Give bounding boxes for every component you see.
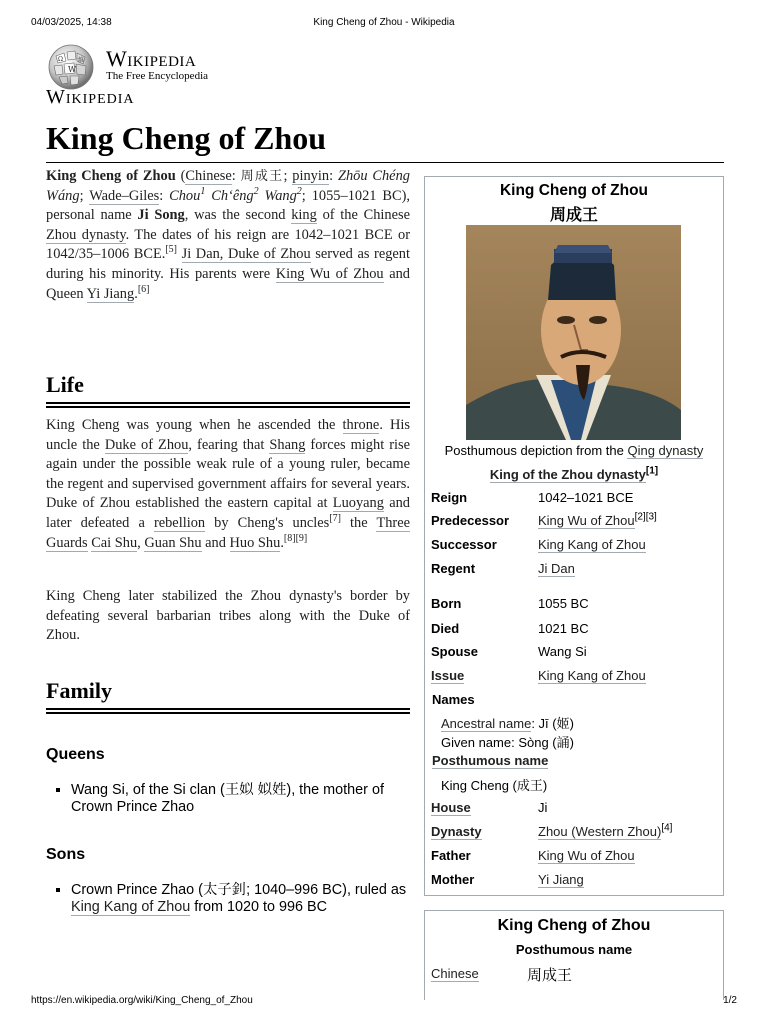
king-wu-link[interactable]: King Wu of Zhou — [275, 265, 384, 282]
lead-text: of the Chinese — [316, 207, 410, 224]
row-value — [538, 537, 646, 552]
chinese-language-link[interactable]: Chinese — [185, 168, 232, 184]
cai-shu-link[interactable]: Cai Shu — [91, 534, 138, 551]
lead-text: , was the second — [184, 207, 292, 224]
family-heading-rule — [46, 708, 410, 714]
issue-label-link[interactable]: Issue — [431, 668, 465, 683]
infobox-row-issue — [431, 668, 717, 686]
lead-text: : — [159, 187, 170, 204]
life-text: . — [280, 534, 284, 551]
infobox-title: King Cheng of Zhou — [499, 182, 649, 199]
lead-text: served as regent during his minority. His parents were — [46, 246, 410, 282]
dynasty-label-link[interactable]: Dynasty — [431, 824, 482, 839]
row-value: Wang Si — [538, 644, 587, 659]
life-paragraph-2: King Cheng later stabilized the Zhou dynasty's border by defeating several barbarian tribes along with the Duke of Zhou. — [46, 588, 410, 644]
guan-shu-link[interactable]: Guan Shu — [144, 534, 202, 551]
king-link[interactable]: king — [291, 207, 317, 224]
row-label: Predecessor — [431, 513, 510, 528]
lead-subject-name: King Cheng of Zhou — [46, 168, 176, 184]
row-label: Reign — [431, 490, 468, 505]
infobox2-title: King Cheng of Zhou — [497, 917, 651, 934]
infobox-row-spouse — [431, 644, 717, 662]
queen-item: Wang Si, of the Si clan (王姒 姒姓), the mother of Crown Prince Zhao — [71, 782, 384, 815]
bullet-icon — [56, 888, 60, 892]
wg-part: Chʻêng — [205, 187, 254, 204]
row-label — [431, 800, 471, 815]
wg-tone: 2 — [296, 185, 302, 197]
successor-link[interactable]: King Kang of Zhou — [538, 537, 646, 552]
qing-dynasty-link[interactable]: Qing dynasty — [627, 443, 704, 458]
row-label: Successor — [431, 537, 497, 552]
print-url: https://en.wikipedia.org/wiki/King_Cheng_of_Zhou — [31, 995, 253, 1006]
svg-text:Ω: Ω — [58, 56, 63, 63]
rebellion-link[interactable]: rebellion — [153, 514, 206, 531]
title-divider — [46, 162, 724, 163]
wg-part: Chou — [169, 187, 201, 204]
row-value: 1055 BC — [538, 596, 589, 611]
wikipedia-wordmark: Wikipedia — [106, 46, 197, 71]
life-text: the — [340, 514, 377, 531]
pinyin-link[interactable]: pinyin — [292, 168, 330, 184]
life-heading-rule — [46, 402, 410, 408]
row-value: 1021 BC — [538, 621, 589, 636]
names-label: Names — [432, 692, 475, 707]
reference-8-9[interactable]: [8][9] — [283, 532, 308, 544]
family-heading: Family — [46, 678, 112, 703]
row-value: 1042–1021 BCE — [538, 490, 634, 505]
reference-1[interactable]: [1] — [645, 465, 659, 477]
reference-6[interactable]: [6] — [137, 283, 150, 295]
portrait-image[interactable] — [466, 225, 681, 440]
lead-text: ( — [175, 168, 186, 184]
lead-text: : — [231, 168, 241, 184]
lead-paragraph — [46, 167, 410, 304]
infobox2-subheader: Posthumous name — [515, 942, 633, 957]
lead-text: ; — [79, 187, 90, 204]
huo-shu-link[interactable]: Huo Shu — [229, 534, 281, 551]
father-link[interactable]: King Wu of Zhou — [538, 848, 635, 863]
infobox-row-dynasty — [431, 824, 717, 842]
life-text: , fearing that — [188, 436, 270, 453]
infobox-row-predecessor — [431, 513, 717, 531]
caption-text: Posthumous depiction from the — [444, 443, 628, 458]
regent-link[interactable]: Ji Dan — [538, 561, 575, 576]
dynasty-link[interactable]: Zhou (Western Zhou) — [538, 824, 662, 839]
svg-text:維: 維 — [78, 57, 85, 64]
life-heading: Life — [46, 372, 84, 397]
infobox-row-died — [431, 621, 717, 639]
list-item — [56, 882, 412, 915]
wikipedia-globe-icon — [46, 44, 96, 90]
lead-text — [177, 246, 182, 262]
lead-text: and Queen — [46, 265, 410, 302]
infobox-row-father — [431, 848, 717, 866]
infobox-row-reign — [431, 490, 717, 508]
house-label-link[interactable]: House — [431, 800, 471, 815]
row-label: Born — [431, 596, 462, 611]
row-value: Ji — [538, 800, 548, 815]
wade-giles-name — [169, 185, 302, 204]
infobox — [424, 176, 724, 896]
duke-of-zhou-link[interactable]: Duke of Zhou — [104, 436, 189, 453]
throne-link[interactable]: throne — [342, 417, 380, 433]
infobox-row-born — [431, 596, 717, 614]
row-label — [431, 668, 464, 683]
ji-dan-link[interactable]: Ji Dan, Duke of Zhou — [181, 246, 311, 263]
life-text: forces might rise again under the possible weak rule of a young ruler, became the regent and supervised government affairs for several years. Duke of Zhou established the eastern capital at — [46, 436, 411, 512]
chinese-name-infobox — [424, 910, 724, 1000]
three-guards-link[interactable]: Three Guards — [46, 514, 410, 551]
son-text: from 1020 to 996 BC — [190, 898, 328, 915]
yi-jiang-link[interactable]: Yi Jiang — [86, 285, 135, 302]
predecessor-link[interactable]: King Wu of Zhou — [538, 513, 635, 528]
son-text: Crown Prince Zhao (太子釗; 1040–996 BC), ruled as — [71, 882, 407, 898]
reference-2-3[interactable]: [2][3] — [634, 511, 657, 523]
son-item — [71, 882, 412, 915]
print-page-title: King Cheng of Zhou - Wikipedia — [313, 17, 455, 28]
wg-part: Wang — [258, 187, 297, 204]
life-text: . His uncle the — [46, 417, 410, 453]
print-footer — [31, 995, 737, 1009]
reference-5[interactable]: [5] — [165, 244, 177, 256]
life-text: and — [201, 534, 230, 551]
personal-name: Ji Song — [137, 207, 185, 224]
list-item — [56, 782, 412, 815]
life-paragraph-1 — [46, 416, 410, 553]
row-label — [431, 824, 482, 839]
sons-heading: Sons — [46, 846, 86, 863]
zhou-dynasty-link[interactable]: Zhou dynasty — [46, 226, 126, 243]
row-value — [538, 872, 584, 887]
given-name: Given name: Sòng (誦) — [441, 735, 574, 750]
chinese-language-link-2[interactable]: Chinese — [431, 966, 479, 981]
ancestral-name-link[interactable]: Ancestral name — [441, 716, 532, 731]
posthumous-name-link[interactable]: Posthumous name — [432, 753, 549, 768]
king-kang-link[interactable]: King Kang of Zhou — [71, 898, 191, 915]
infobox-row-mother — [431, 872, 717, 890]
mother-link[interactable]: Yi Jiang — [538, 872, 584, 887]
print-page-number: 1/2 — [723, 995, 737, 1006]
queens-heading: Queens — [46, 746, 105, 763]
chinese-name: 周成王 — [240, 169, 284, 184]
infobox-row-regent — [431, 561, 717, 579]
infobox-subheader — [425, 467, 723, 482]
wg-tone: 1 — [200, 185, 206, 197]
infobox2-value: 周成王 — [527, 966, 573, 984]
pinyin-name: Zhōu Chéng Wáng — [46, 168, 410, 204]
wikipedia-tagline: The Free Encyclopedia — [106, 70, 209, 82]
svg-text:W: W — [68, 65, 77, 74]
row-value — [538, 824, 672, 839]
ancestral-name-value: : Jī (姬) — [531, 716, 574, 731]
wikipedia-logo[interactable] — [46, 44, 266, 108]
reference-7[interactable]: [7] — [329, 513, 341, 525]
bullet-icon — [56, 788, 60, 792]
infobox-row-house — [431, 800, 717, 818]
row-label: Mother — [431, 872, 475, 887]
wikipedia-wordmark-second: Wikipedia — [46, 86, 135, 108]
row-label: Died — [431, 621, 460, 636]
row-label: Spouse — [431, 644, 478, 659]
row-label: Father — [431, 848, 471, 863]
shang-link[interactable]: Shang — [269, 436, 306, 453]
infobox-row-successor — [431, 537, 717, 555]
lead-text: ; 1055–1021 BC), personal name — [46, 187, 410, 224]
reference-4[interactable]: [4] — [661, 822, 673, 834]
row-value — [538, 848, 635, 863]
life-text: King Cheng was young when he ascended the — [46, 417, 343, 433]
row-label: Regent — [431, 561, 476, 576]
image-caption — [425, 443, 723, 458]
issue-link[interactable]: King Kang of Zhou — [538, 668, 646, 683]
wade-giles-link[interactable]: Wade–Giles — [89, 187, 160, 204]
row-value — [538, 668, 646, 683]
infobox-title-chinese: 周成王 — [549, 205, 598, 224]
infobox2-label — [431, 966, 479, 981]
print-datetime: 04/03/2025, 14:38 — [31, 17, 112, 28]
life-text: and later defeated a — [46, 495, 410, 531]
print-header — [31, 17, 737, 31]
row-value — [538, 513, 657, 528]
lead-text: : — [329, 168, 338, 184]
lead-text: ; — [283, 168, 293, 184]
king-of-zhou-link[interactable]: King of the Zhou dynasty — [489, 467, 646, 482]
wg-tone: 2 — [253, 185, 259, 197]
page-title: King Cheng of Zhou — [46, 120, 327, 156]
lead-text: . The dates of his reign are 1042–1021 BCE or 1042/35–1006 BCE. — [46, 226, 410, 263]
lead-text: . — [134, 285, 138, 302]
posthumous-name-value: King Cheng (成王) — [441, 778, 548, 793]
row-value — [538, 561, 575, 576]
life-text: by Cheng's uncles — [205, 514, 330, 531]
luoyang-link[interactable]: Luoyang — [332, 495, 384, 512]
life-text: , — [137, 534, 145, 551]
posthumous-name-label — [432, 753, 548, 768]
ancestral-name — [441, 713, 574, 732]
